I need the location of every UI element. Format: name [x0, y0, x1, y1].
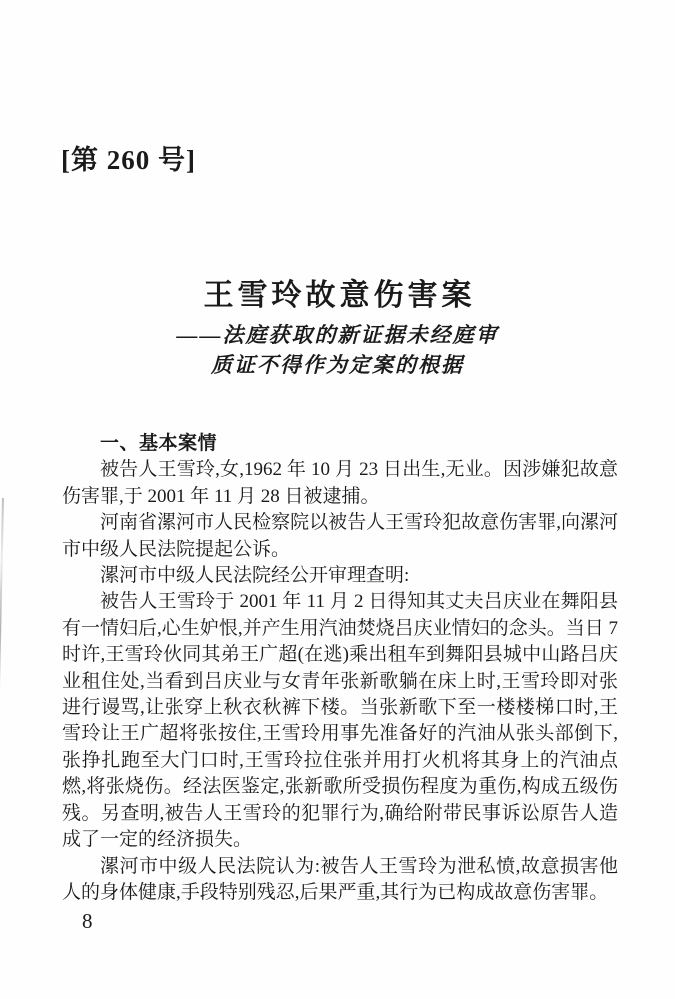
para-defendant-info: 被告人王雪玲,女,1962 年 10 月 23 日出生,无业。因涉嫌犯故意伤害罪,于 2001 年 11 月 28 日被逮捕。	[62, 459, 618, 507]
case-subtitle-line-2: 质证不得作为定案的根据	[211, 353, 464, 377]
page-number: 8	[82, 909, 93, 933]
para-trial-opening: 漯河市中级人民法院经公开审理查明:	[100, 565, 410, 587]
section-heading-basic-facts: 一、基本案情	[100, 433, 218, 454]
para-court-holding: 漯河市中级人民法院认为:被告人王雪玲为泄私愤,故意损害他人的身体健康,手段特别残忍,后果严重,其行为已构成故意伤害罪。	[62, 855, 618, 903]
title-block	[0, 278, 675, 380]
scan-edge-artifact	[0, 498, 4, 999]
body-content	[62, 431, 618, 906]
para-facts-found: 被告人王雪玲于 2001 年 11 月 2 日得知其丈夫吕庆业在舞阳县有一情妇后,心生妒恨,并产生用汽油焚烧吕庆业情妇的念头。当日 7 时许,王雪玲伙同其弟王广超(在逃)乘出租车到舞阳县城中山路吕庆业租住处,当看到吕庆业与女青年张新歌躺在床上时,王雪玲即对张进行谩骂,让张穿上秋衣秋裤下楼。当张新歌下至一楼楼梯口时,王雪玲让王广超将张按住,王雪玲用事先准备好的汽油从张头部倒下,张挣扎跑至大门口时,王雪玲拉住张并用打火机将其身上的汽油点燃,将张烧伤。经法医鉴定,张新歌所受损伤程度为重伤,构成五级伤残。另查明,被告人王雪玲的犯罪行为,确给附带民事诉讼原告人造成了一定的经济损失。	[62, 591, 618, 851]
para-indictment: 河南省漯河市人民检察院以被告人王雪玲犯故意伤害罪,向漯河市中级人民法院提起公诉。	[62, 512, 618, 560]
case-title: 王雪玲故意伤害案	[203, 279, 476, 312]
case-subtitle-line-1: ——法庭获取的新证据未经庭审	[176, 323, 499, 347]
case-number-label: [第 260 号]	[61, 145, 196, 175]
